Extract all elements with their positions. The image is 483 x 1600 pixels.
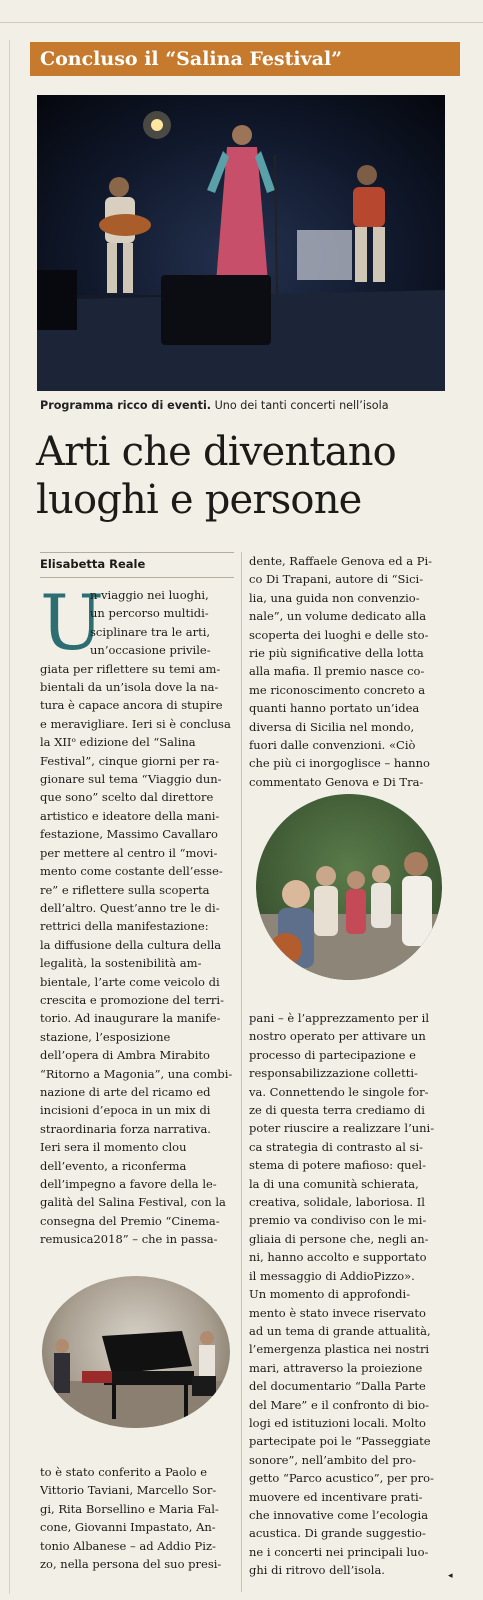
text-line: la diffusione della cultura della [40, 937, 222, 952]
text-line: la XIIᵒ edizione del “Salina [40, 735, 196, 750]
text-line: ad un tema di grande attualità, [249, 1323, 431, 1338]
text-line: va. Connettendo le singole for- [249, 1084, 429, 1099]
text-line: diversa di Sicilia nel mondo, [249, 719, 415, 734]
text-line: gliaia di persone che, negli an- [249, 1231, 429, 1246]
text-line: giata per riflettere su temi am- [40, 661, 221, 676]
text-line: processo di partecipazione e [249, 1047, 416, 1062]
text-line: bientali da un’isola dove la na- [40, 680, 219, 695]
text-line: Festival”, cinque giorni per ra- [40, 753, 220, 768]
text-line: Ieri sera il momento clou [40, 1140, 187, 1155]
text-line: rettrici della manifestazione: [40, 919, 209, 934]
text-line: mento è stato invece riservato [249, 1305, 426, 1320]
text-line: stazione, l’esposizione [40, 1029, 171, 1044]
text-line: dell’opera di Ambra Mirabito [40, 1048, 210, 1063]
text-line: muovere ed incentivare prati- [249, 1489, 423, 1504]
text-line: quanti hanno portato un’idea [249, 701, 420, 716]
dropcap: U [40, 578, 105, 667]
column-divider [241, 552, 242, 1592]
text-line: nazione di arte del ricamo ed [40, 1084, 211, 1099]
text-line: mento come costante dell’esse- [40, 864, 223, 879]
text-line: gionare sul tema “Viaggio dun- [40, 772, 222, 787]
text-line: la di una comunità schierata, [249, 1176, 419, 1191]
text-line: tura è capace ancora di stupire [40, 698, 223, 713]
text-line: lia, una guida non convenzio- [249, 590, 420, 605]
text-line: consegna del Premio “Cinema- [40, 1213, 220, 1228]
text-line: incisioni d’epoca in un mix di [40, 1103, 211, 1118]
text-line: pani – è l’apprezzamento per il [249, 1011, 430, 1025]
text-line: che più ci inorgoglisce – hanno [249, 756, 430, 771]
text-line: gi, Rita Borsellino e Maria Fal- [40, 1501, 219, 1516]
text-line: scoperta dei luoghi e delle sto- [249, 627, 429, 642]
column-1-continuation [40, 1463, 234, 1573]
headline-line-1: Arti che diventano [36, 429, 396, 475]
kicker-banner: Concluso il “Salina Festival” [30, 42, 460, 76]
headline-line-2: luoghi e persone [36, 477, 362, 523]
text-line: fuori dalle convenzioni. «Ciò [249, 738, 416, 753]
text-line: straordinaria forza narrativa. [40, 1121, 211, 1136]
column-2-text-top [249, 552, 445, 791]
text-line: partecipate poi le “Passeggiate [249, 1434, 431, 1449]
text-line: n viaggio nei luoghi, [90, 588, 209, 602]
column-1-text [40, 578, 234, 1249]
text-line: to è stato conferito a Paolo e [40, 1465, 208, 1479]
text-line: responsabilizzazione colletti- [249, 1066, 418, 1081]
text-line: torio. Ad inaugurare la manife- [40, 1011, 221, 1026]
text-line: sciplinare tra le arti, [90, 624, 211, 639]
text-line: mari, attraverso la proiezione [249, 1360, 423, 1375]
text-line: dente, Raffaele Genova ed a Pi- [249, 554, 433, 568]
text-line: me riconoscimento concreto a [249, 682, 426, 697]
text-line: del documentario “Dalla Parte [249, 1379, 426, 1394]
text-line: stema di potere mafioso: quel- [249, 1158, 426, 1173]
text-line: che innovative come l’ecologia [249, 1507, 429, 1522]
text-line: tonio Albanese – ad Addio Piz- [40, 1538, 216, 1553]
text-line: premio va condiviso con le mi- [249, 1213, 427, 1228]
column-2-text-bottom [249, 1009, 445, 1580]
text-line: del Mare” e il confronto di bio- [249, 1397, 430, 1412]
caption-text: Uno dei tanti concerti nell’isola [211, 399, 389, 412]
headline [36, 428, 456, 524]
text-line: Vittorio Taviani, Marcello Sor- [40, 1483, 217, 1498]
text-line: e meravigliare. Ieri si è conclusa [40, 716, 231, 731]
text-line: creativa, solidale, laboriosa. Il [249, 1195, 425, 1210]
text-line: ni, hanno accolto e supportato [249, 1250, 427, 1265]
text-line: dell’altro. Quest’anno tre le di- [40, 900, 220, 915]
text-line: ghi di ritrovo dell’isola. [249, 1563, 385, 1578]
text-line: alla mafia. Il premio nasce co- [249, 664, 425, 679]
concert-photo [37, 95, 445, 391]
photo-caption [40, 399, 450, 412]
text-line: logi ed istituzioni locali. Molto [249, 1415, 426, 1430]
crowd-photo [256, 794, 442, 980]
text-line: ze di questa terra crediamo di [249, 1103, 425, 1118]
text-line: sonore”, nell’ambito del pro- [249, 1452, 417, 1467]
text-line: Un momento di approfondi- [249, 1287, 411, 1302]
text-line: re” e riflettere sulla scoperta [40, 882, 210, 897]
text-line: bientale, l’arte come veicolo di [40, 974, 220, 989]
text-line: artistico e ideatore della mani- [40, 808, 220, 823]
text-line: il messaggio di AddioPizzo». [249, 1268, 415, 1283]
text-line: ca strategia di contrasto al si- [249, 1139, 424, 1154]
text-line: co Di Trapani, autore di “Sici- [249, 572, 424, 587]
text-line: nostro operato per attivare un [249, 1029, 426, 1044]
text-line: crescita e promozione del terri- [40, 992, 224, 1007]
page-left-rule [9, 40, 10, 1594]
text-line: nale”, un volume dedicato alla [249, 609, 427, 624]
text-line: poter riuscire a realizzare l’uni- [249, 1121, 435, 1136]
caption-bold: Programma ricco di eventi. [40, 399, 212, 412]
byline-box [40, 552, 234, 578]
text-line: zo, nella persona del suo presi- [40, 1557, 222, 1572]
byline: Elisabetta Reale [40, 557, 146, 571]
text-line: getto “Parco acustico”, per pro- [249, 1471, 434, 1486]
end-of-article-mark: ◂ [448, 1571, 453, 1581]
text-line: legalità, la sostenibilità am- [40, 956, 202, 971]
text-line: per mettere al centro il “movi- [40, 845, 218, 860]
page-top-rule [0, 22, 483, 23]
text-line: rie più significative della lotta [249, 646, 424, 661]
text-line: cone, Giovanni Impastato, An- [40, 1520, 216, 1535]
text-line: galità del Salina Festival, con la [40, 1195, 226, 1210]
text-line: remusica2018” – che in passa- [40, 1232, 218, 1247]
piano-concert-photo [42, 1276, 230, 1428]
text-line: que sono” scelto dal direttore [40, 790, 214, 805]
text-line: l’emergenza plastica nei nostri [249, 1342, 430, 1357]
text-line: dell’impegno a favore della le- [40, 1177, 217, 1191]
text-line: ne i concerti nei principali luo- [249, 1544, 429, 1559]
text-line: acustica. Di grande suggestio- [249, 1526, 426, 1541]
text-line: dell’evento, a riconferma [40, 1158, 187, 1173]
text-line: un percorso multidi- [90, 606, 209, 621]
text-line: festazione, Massimo Cavallaro [40, 827, 218, 842]
text-line: un’occasione privile- [90, 643, 211, 658]
text-line: commentato Genova e Di Tra- [249, 774, 424, 789]
text-line: “Ritorno a Magonia”, una combi- [40, 1066, 233, 1081]
